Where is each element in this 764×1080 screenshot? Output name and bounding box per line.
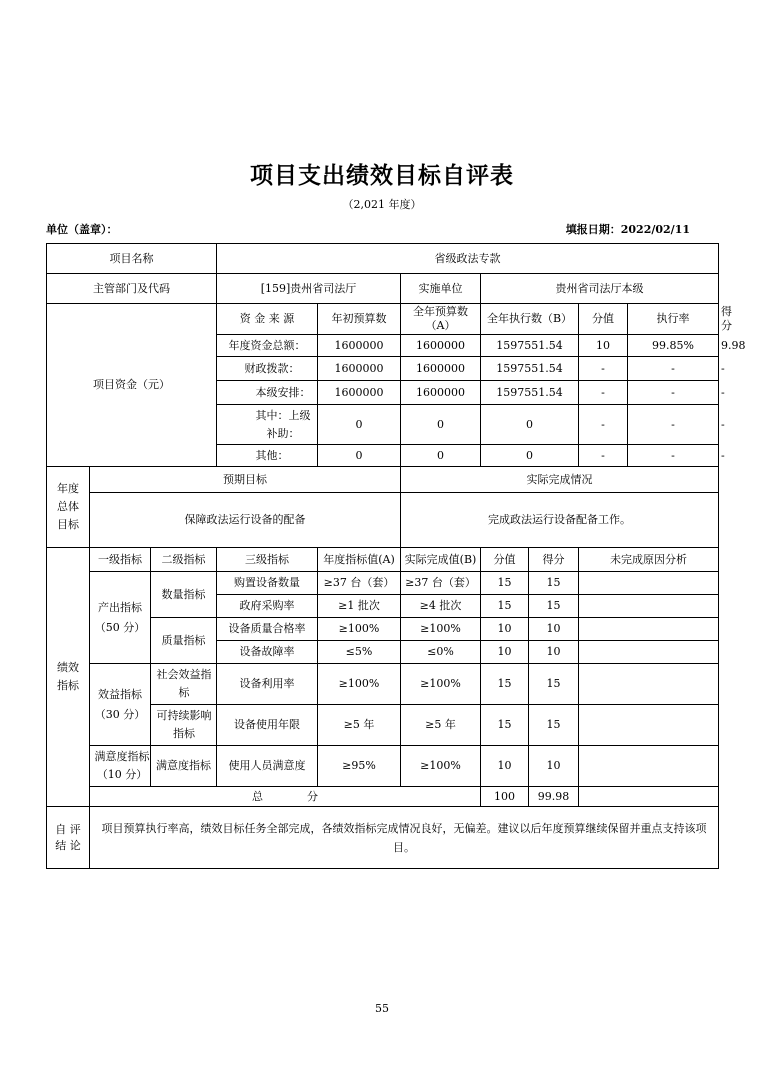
perf-score: 10: [529, 746, 579, 787]
expected-goal-label: 预期目标: [90, 467, 401, 493]
dept-label: 主管部门及代码: [47, 274, 217, 304]
year-subtitle: （2,021 年度）: [342, 198, 422, 211]
perf-b: ≥37 台（套）: [401, 572, 481, 595]
perf-l3: 设备利用率: [217, 664, 318, 705]
perf-row: [47, 746, 719, 787]
perf-score: 15: [529, 595, 579, 618]
perf-l3: 使用人员满意度: [217, 746, 318, 787]
perf-label: 绩效指标: [47, 548, 90, 807]
perf-score: 10: [529, 618, 579, 641]
funds-source: 其他：: [217, 445, 318, 467]
funds-initial: 1600000: [318, 381, 401, 405]
funds-row: 其中：上级补助： 0 0 0 - - -: [47, 405, 719, 445]
funds-source: 年度资金总额：: [217, 335, 318, 357]
perf-header: 分值: [481, 548, 529, 572]
annual-goal-header-row: [47, 467, 719, 493]
perf-b: ≥100%: [401, 618, 481, 641]
perf-score-val: 10: [481, 618, 529, 641]
eval-label: 自 评 结 论: [47, 807, 90, 869]
perf-a: ≥95%: [318, 746, 401, 787]
funds-rate: 99.85%: [628, 335, 719, 357]
fill-date: 填报日期：2022/02/11: [565, 223, 690, 236]
unit-label: 单位（盖章）：: [46, 223, 118, 236]
perf-b: ≥100%: [401, 746, 481, 787]
perf-a: ≥100%: [318, 618, 401, 641]
impl-value: 贵州省司法厅本级: [481, 274, 719, 304]
perf-b: ≥100%: [401, 664, 481, 705]
perf-l2-satisfaction: 满意度指标: [151, 746, 217, 787]
project-name-row: [47, 244, 719, 274]
funds-score-val: -: [579, 381, 628, 405]
total-row: [47, 787, 719, 807]
perf-l3: 设备使用年限: [217, 705, 318, 746]
funds-annual: 1600000: [401, 381, 481, 405]
funds-initial: 0: [318, 445, 401, 467]
perf-reason: [579, 664, 719, 705]
perf-b: ≥5 年: [401, 705, 481, 746]
total-label: 总 分: [90, 787, 481, 807]
perf-b: ≤0%: [401, 641, 481, 664]
funds-header-row: 项目资金（元） 资 金 来 源 年初预算数 全年预算数（A） 全年执行数（B） 分值 执行率 得分: [47, 304, 719, 335]
perf-l3: 设备质量合格率: [217, 618, 318, 641]
perf-a: ≥100%: [318, 664, 401, 705]
page-number: 55: [375, 1002, 389, 1015]
annual-goal-row: [47, 493, 719, 548]
actual-label: 实际完成情况: [401, 467, 719, 493]
funds-source: 其中：上级补助：: [217, 405, 318, 445]
perf-score-val: 15: [481, 664, 529, 705]
perf-l2-quantity: 数量指标: [151, 572, 217, 618]
perf-l3: 设备故障率: [217, 641, 318, 664]
funds-header: 资 金 来 源: [217, 304, 318, 335]
perf-header: 实际完成值(B): [401, 548, 481, 572]
funds-rate: -: [628, 445, 719, 467]
funds-row: 其他： 0 0 0 - - -: [47, 445, 719, 467]
perf-l1-benefit: 效益指标（30 分）: [90, 664, 151, 746]
perf-l2-sustain: 可持续影响指标: [151, 705, 217, 746]
perf-header: 未完成原因分析: [579, 548, 719, 572]
funds-header: 全年执行数（B）: [481, 304, 579, 335]
expected-goal: 保障政法运行设备的配备: [90, 493, 401, 548]
eval-text: 项目预算执行率高，绩效目标任务全部完成，各绩效指标完成情况良好，无偏差。建议以后年度预算继续保留并重点支持该项目。: [90, 807, 719, 869]
funds-header: 分值: [579, 304, 628, 335]
funds-row: 年度资金总额： 1600000 1600000 1597551.54 10 99.85% 9.98: [47, 335, 719, 357]
funds-header: 全年预算数（A）: [401, 304, 481, 335]
perf-reason: [579, 572, 719, 595]
funds-annual: 0: [401, 445, 481, 467]
project-name-value: 省级政法专款: [217, 244, 719, 274]
funds-rate: -: [628, 405, 719, 445]
perf-a: ≥37 台（套）: [318, 572, 401, 595]
funds-source: 财政拨款：: [217, 357, 318, 381]
funds-exec: 1597551.54: [481, 335, 579, 357]
evaluation-table: [46, 243, 746, 869]
funds-exec: 0: [481, 445, 579, 467]
perf-row: [47, 664, 719, 705]
perf-score-val: 15: [481, 572, 529, 595]
perf-score: 15: [529, 572, 579, 595]
department-row: [47, 274, 719, 304]
funds-initial: 1600000: [318, 357, 401, 381]
funds-row: 本级安排： 1600000 1600000 1597551.54 - - -: [47, 381, 719, 405]
funds-score-val: -: [579, 445, 628, 467]
funds-annual: 1600000: [401, 357, 481, 381]
impl-label: 实施单位: [401, 274, 481, 304]
perf-score-val: 10: [481, 746, 529, 787]
perf-score: 15: [529, 705, 579, 746]
perf-l3: 政府采购率: [217, 595, 318, 618]
funds-score-val: 10: [579, 335, 628, 357]
perf-a: ≥5 年: [318, 705, 401, 746]
perf-score-val: 10: [481, 641, 529, 664]
total-value: 100: [481, 787, 529, 807]
eval-row: [47, 807, 719, 869]
perf-reason: [579, 746, 719, 787]
funds-initial: 0: [318, 405, 401, 445]
perf-reason: [579, 641, 719, 664]
perf-b: ≥4 批次: [401, 595, 481, 618]
funds-source: 本级安排：: [217, 381, 318, 405]
perf-a: ≥1 批次: [318, 595, 401, 618]
perf-score: 15: [529, 664, 579, 705]
perf-header: 三级指标: [217, 548, 318, 572]
perf-l1-satisfaction: 满意度指标（10 分）: [90, 746, 151, 787]
funds-exec: 1597551.54: [481, 357, 579, 381]
perf-l2-quality: 质量指标: [151, 618, 217, 664]
perf-reason: [579, 595, 719, 618]
funds-rate: -: [628, 381, 719, 405]
funds-row: 财政拨款： 1600000 1600000 1597551.54 - - -: [47, 357, 719, 381]
perf-header-row: [47, 548, 719, 572]
perf-header: 二级指标: [151, 548, 217, 572]
page-title: 项目支出绩效目标自评表: [250, 162, 514, 189]
total-score: 99.98: [529, 787, 579, 807]
perf-score: 10: [529, 641, 579, 664]
perf-a: ≤5%: [318, 641, 401, 664]
perf-reason: [579, 618, 719, 641]
funds-exec: 1597551.54: [481, 381, 579, 405]
annual-goal-label: 年度总体目标: [47, 467, 90, 548]
perf-header: 得分: [529, 548, 579, 572]
perf-score-val: 15: [481, 705, 529, 746]
funds-header: 执行率: [628, 304, 719, 335]
funds-exec: 0: [481, 405, 579, 445]
perf-l1-output: 产出指标（50 分）: [90, 572, 151, 664]
funds-score-val: -: [579, 357, 628, 381]
funds-initial: 1600000: [318, 335, 401, 357]
perf-l3: 购置设备数量: [217, 572, 318, 595]
funds-label: 项目资金（元）: [47, 304, 217, 467]
project-name-label: 项目名称: [47, 244, 217, 274]
funds-header: 年初预算数: [318, 304, 401, 335]
perf-l2-social: 社会效益指标: [151, 664, 217, 705]
funds-rate: -: [628, 357, 719, 381]
funds-score-val: -: [579, 405, 628, 445]
perf-header: 年度指标值(A): [318, 548, 401, 572]
funds-annual: 1600000: [401, 335, 481, 357]
actual-result: 完成政法运行设备配备工作。: [401, 493, 719, 548]
perf-score-val: 15: [481, 595, 529, 618]
perf-row: [47, 572, 719, 595]
perf-reason: [579, 705, 719, 746]
total-blank: [579, 787, 719, 807]
dept-value: [159]贵州省司法厅: [217, 274, 401, 304]
perf-header: 一级指标: [90, 548, 151, 572]
funds-annual: 0: [401, 405, 481, 445]
